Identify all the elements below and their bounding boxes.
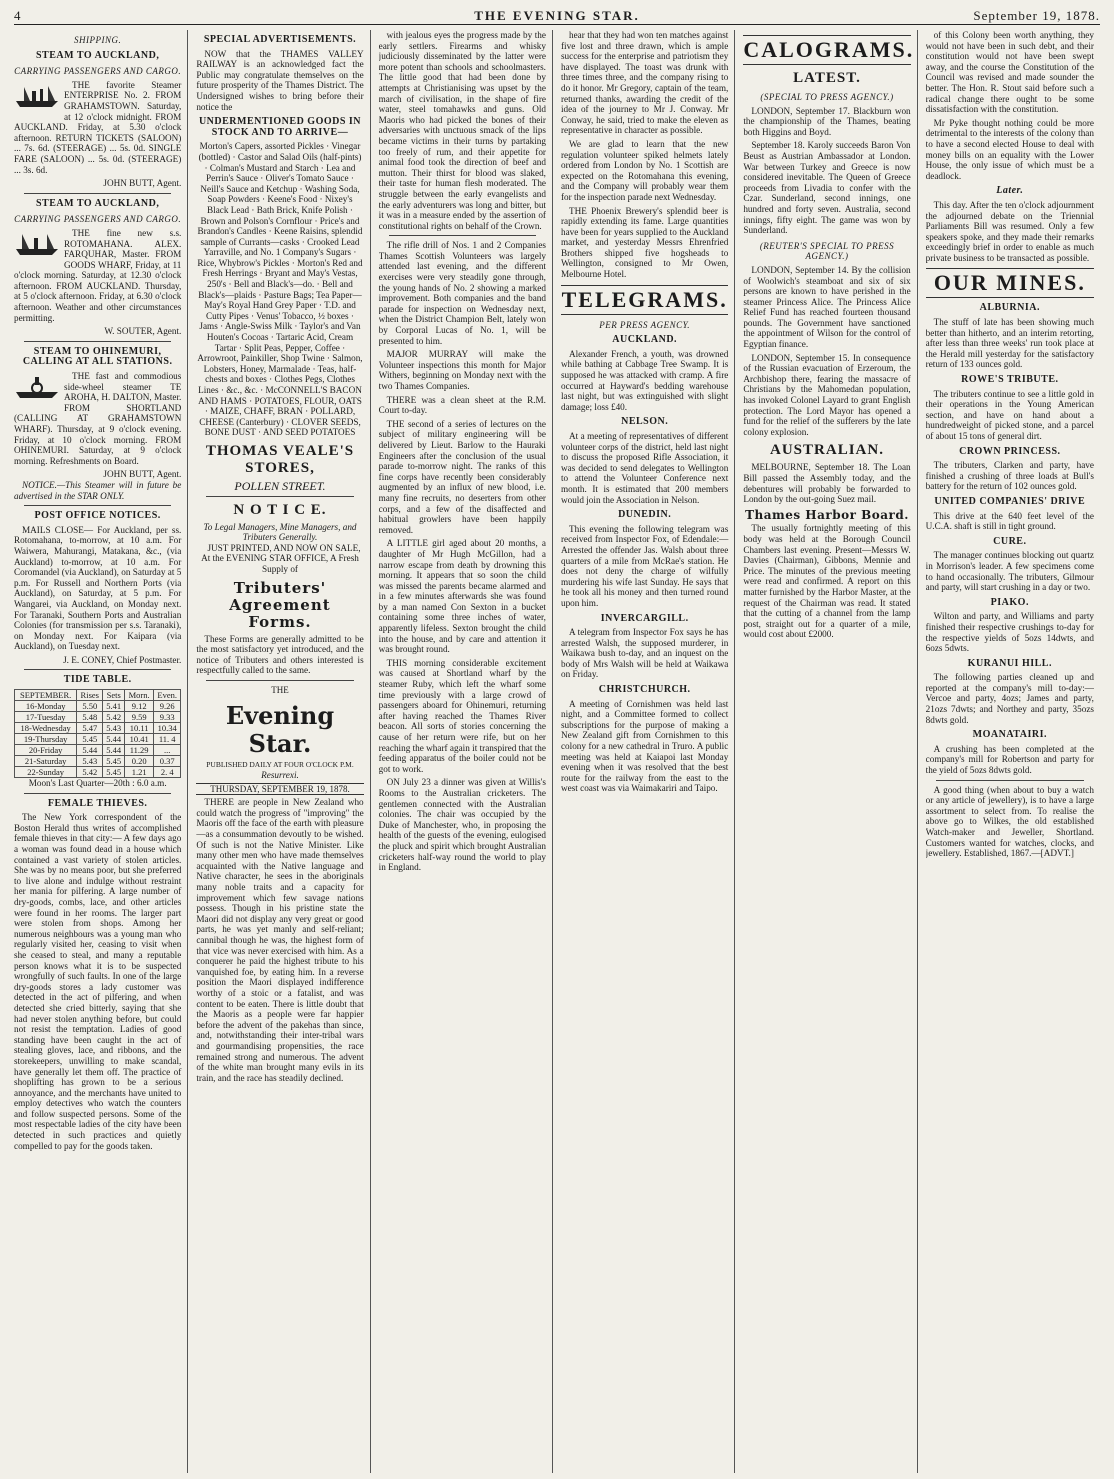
tide-table-header xyxy=(15,690,181,701)
post-office-body: MAILS CLOSE— For Auckland, per ss. Rotomahana, to-morrow, at 10 a.m. For Waiwera, Mahurangi, Matakana, &c., (via Auckland) to-morrow, at 10 a.m. For Coromandel (via Auckland), on Saturday at 5 p.m. For Russell and Northern Ports (via Auckland), on Saturday, at 5 p.m. For Wangarei, via Auckland, on Monday next. For Taranaki, Southern Ports and Australian Colonies (for transmission per s.s. Taranaki), on Monday next. For Kaipara (via Auckland), on Tuesday next. xyxy=(14,524,182,652)
moon-phase: Moon's Last Quarter—20th : 6.0 a.m. xyxy=(28,778,167,789)
veale-ad-items: Morton's Capers, assorted Pickles · Vinegar (bottled) · Castor and Salad Oils (half-pints) · Colman's Mustard and Starch · Lea and Perrin's Sauce · Oliver's Tomato Sauce · Neill's Sauce and Ketchup · Washing Soda, Soap Powders · Keene's Food · Nixey's Black Lead · Bath Brick, Knife Polish · Brown and Polson's Cornflour · Price's and Brandon's Candles · Keene Raisins, splendid sample of Currants—casks · Crooked Lead Yarraville, and No. 1 Company's Sugars · Rice, Whybrow's Pickles · Morton's Red and Fresh Herrings · Bryant and May's Vestas, 250's · Bell and Black's—do. · Bell and Black's—plaids · Pasture Bags; Tea Paper—May's Royal Hand Grey Paper · T.D. and Cutty Pipes · Venus' Tobacco, ½ boxes · Jams · Angle-Swiss Milk · Taylor's and Van Houten's Cocoas · Tartaric Acid, Cream Tartar · Split Peas, Pepper, Coffee · Arrowroot, Painkiller, Shop Twine · Salmon, Lobsters, Honey, Marmalade · Teas, half-chests and boxes · Clothes Pegs, Clothes Lines · &c., &c. · McCONNELL'S BACON AND HAMS · POTATOES, FLOUR, OATS · MAIZE, CHAFF, BRAN · POLLARD, CHEESE (Canterbury) · CLOVER SEEDS, BONE DUST · AND SEED POTATOES xyxy=(197,141,363,438)
later-body: This day. After the ten o'clock adjournment the adjourned debate on the Triennial Parliaments Bill was resumed. Only a few speakers spoke, and they made their remarks exceedingly brief in order to enable as much private business to be transacted as possible. xyxy=(925,199,1094,263)
star-publication-note: PUBLISHED DAILY AT FOUR O'CLOCK P.M. xyxy=(206,759,354,769)
nelson-body: At a meeting of representatives of different volunteer corps of the district, held last night to discuss the proposed Rifle Association, it was decided to send delegates to Wellington to attend the Volunteer Conference next month. It is estimated that 200 members would join the Association in Nelson. xyxy=(560,431,729,505)
tide-cell: 0.37 xyxy=(154,756,181,767)
telegrams-heading: TELEGRAMS. xyxy=(561,285,728,315)
star-motto: Resurrexi. xyxy=(261,770,299,781)
reuter-source: (REUTER'S SPECIAL TO PRESS AGENCY.) xyxy=(759,240,895,262)
calograms-heading: CALOGRAMS. xyxy=(743,35,910,65)
cure-heading: CURE. xyxy=(993,535,1027,547)
tide-cell: 5.48 xyxy=(77,712,103,723)
shipping-heading: SHIPPING. xyxy=(74,35,122,45)
tide-cell: 9.26 xyxy=(154,701,181,712)
masthead-date: September 19, 1878. xyxy=(973,8,1100,23)
article-rifle-drill: The rifle drill of Nos. 1 and 2 Companies Thames Scottish Volunteers was largely attended last evening, and the different exercises were very steadily gone through, the young hands of No. 2 showing a marked improvement. Both companies and the band parade for inspection on Wednesday next, when the District Champion Belt, lately won by Corporal Lucas of No. 1, will be presented to him. xyxy=(378,240,546,346)
column-3 xyxy=(379,30,553,1473)
notice-title: N O T I C E. xyxy=(233,501,327,518)
moanatairi-heading: MOANATAIRI. xyxy=(972,729,1047,741)
article-helmets: We are glad to learn that the new regulation volunteer spiked helmets lately ordered from London by No. 1 Scottish are expected on the Rotomahana this evening, and the Company will probably wear them for the inspection parade next Wednesday. xyxy=(560,138,729,202)
tide-row xyxy=(15,723,181,734)
column-2 xyxy=(196,30,370,1473)
post-office-signature: J. E. CONEY, Chief Postmaster. xyxy=(63,654,182,665)
tide-cell: 5.44 xyxy=(103,734,125,745)
tide-cell: 18-Wednesday xyxy=(15,723,77,734)
article-lecture: THE second of a series of lectures on the subject of military engineering will be delivered by Lieut. Barlow to the Hauraki Engineers after the conclusion of the usual parade to-morrow night. The ranks of this fine corps have recently been considerably augmented by an influx of new blood, i.e. many fine recruits, no deserters from other corps, and a few of the disaffected and habitual growlers have been happily removed. xyxy=(378,418,546,535)
tide-cell: 2. 4 xyxy=(154,767,181,778)
our-mines-heading: OUR MINES. xyxy=(926,268,1094,298)
post-office-title: POST OFFICE NOTICES. xyxy=(34,510,161,522)
harbor-board-body: The usually fortnightly meeting of this body was held at the Borough Council Chambers last evening. Present—Messrs W. Davies (Chairman), Gibbons, Mennie and Price. The minutes of the previous meeting were read and confirmed. A report on this matter furnished by the Harbor Master, at the request of the Chairman was read. It stated that the cutting of a channel from the lamp post, straight out for a quarter of a mile, would cost about £2000. xyxy=(743,523,911,640)
notice-body: JUST PRINTED, AND NOW ON SALE, At the EVENING STAR OFFICE, A Fresh Supply of xyxy=(201,542,361,574)
tide-cell: 9.12 xyxy=(125,701,154,712)
rowes-heading: ROWE'S TRIBUTE. xyxy=(961,374,1059,386)
tide-cell: 0.20 xyxy=(125,756,154,767)
star-the: THE xyxy=(271,684,289,695)
notice-subtitle: To Legal Managers, Mine Managers, and Tributers Generally. xyxy=(203,521,357,543)
alburnia-heading: ALBURNIA. xyxy=(979,302,1040,314)
star-date: THURSDAY, SEPTEMBER 19, 1878. xyxy=(196,783,363,796)
cable-princess-alice: LONDON, September 14. By the collision of Woolwich's steamboat and six of six persons are known to have perished in the steamer Princess Alice. The Princess Alice Relief Fund has reached fourteen thousand pounds. The Government have sanctioned the appointment of Wilson for the control of Egyptian finance. xyxy=(743,264,911,350)
tide-cell: 5.44 xyxy=(77,745,103,756)
article-phoenix-brewery: THE Phoenix Brewery's splendid beer is rapidly extending its fame. Large quantities have been for years supplied to the Auckland market, and yesterday Messrs Ehrenfried Brothers shipped five hogsheads to Wellington, consigned to Mr Owen, Melbourne Hotel. xyxy=(560,205,729,280)
steam1-title: STEAM TO AUCKLAND, xyxy=(35,49,160,61)
piako-body: Wilton and party, and Williams and party finished their respective crushings to-day for the respective yields of 5ozs 14dwts, and 6ozs 5dwts. xyxy=(925,611,1094,654)
australian-heading: AUSTRALIAN. xyxy=(770,442,884,459)
dunedin-heading: DUNEDIN. xyxy=(618,509,672,521)
tide-header-cell: SEPTEMBER. xyxy=(15,690,77,701)
united-companies-heading: UNITED COMPANIES' DRIVE xyxy=(934,495,1086,507)
tide-row xyxy=(15,756,181,767)
cable-karoly: September 18. Karoly succeeds Baron Von Beust as Austrian Ambassador at London. War between Turkey and Greece is now considered inevitable. The Queen of Greece proceeds from Livadia to confer with the Czar. Sunderland, second innings, one hundred and forty seven. Australia, second innings, fifty eight. The game was won by Sunderland. xyxy=(743,140,911,236)
column-1 xyxy=(14,30,188,1473)
steam2-body: THE fine new s.s. ROTOMAHANA. ALEX. FARQUHAR, Master. FROM GOODS WHARF, Friday, at 11 o'clock morning. Saturday, at 12.30 o'clock afternoon. FROM AUCKLAND. Thursday, at 5 o'clock afternoon. Friday, at 6.30 o'clock afternoon. Weather and other circumstances permitting. xyxy=(14,227,182,323)
tide-cell: 5.47 xyxy=(77,723,103,734)
invercargill-body: A telegram from Inspector Fox says he has arrested Walsh, the supposed murderer, in Waikawa bush to-day, and an inquest on the body of Mrs Walsh will be held at Waikawa on Friday. xyxy=(560,627,729,680)
column-4 xyxy=(561,30,735,1473)
female-thieves-title: FEMALE THIEVES. xyxy=(47,797,148,809)
article-steamer-ruby: THIS morning considerable excitement was caused at Shortland wharf by the steamer Ruby, which left the wharf some time previously with a large crowd of passengers aboard for Ohinemuri, returning after having reached the Thames River beacon. All sorts of stories concerning the cause of her return were rife, but on her reaching the wharf again it transpired that the feeding apparatus of the boiler could not be got to work. xyxy=(378,657,546,774)
article-little-girl: A LITTLE girl aged about 20 months, a daughter of Mr Hugh McGillon, had a narrow escape from death by drowning this morning. It appears that so soon the child was missed the parents became alarmed and in a few minutes afterwards she was found by a man named Con Sexton in a bucket containing some three inches of water, apparently lifeless. Sexton brought the child into the house, and by care and attention it was brought round. xyxy=(378,538,546,655)
steam1-subtitle: CARRYING PASSENGERS AND CARGO. xyxy=(14,66,182,77)
tide-cell: 10.41 xyxy=(125,734,154,745)
united-companies-body: This drive at the 640 feet level of the U.C.A. shaft is still in tight ground. xyxy=(925,510,1094,532)
alburnia-body: The stuff of late has been showing much better than hitherto, and an interim retorting, after less than three weeks' run took place at the Herald mill yesterday for the satisfactory return of 133 ounces gold. xyxy=(925,317,1094,370)
tide-cell: 20-Friday xyxy=(15,745,77,756)
nelson-heading: NELSON. xyxy=(621,416,669,428)
crown-princess-heading: CROWN PRINCESS. xyxy=(959,445,1061,457)
article-cricketers: ON July 23 a dinner was given at Willis's Rooms to the Australian cricketers. The gentlemen connected with the Australian colonies. The chair was occupied by the Duke of Manchester, who, in proposing the health of the guests of the evening, eulogised the pluck and spirit which brought Australian cricketers half-way round the world to play in England. xyxy=(378,777,546,873)
veale-stores-name: THOMAS VEALE'S STORES, xyxy=(205,442,355,476)
cure-body: The manager continues blocking out quartz in Morrison's leader. A few specimens come to hand occasionally. The tributers, Gilmour and party, will start crushing in a day or two. xyxy=(925,550,1094,593)
steamship-icon xyxy=(14,231,60,257)
column-5 xyxy=(743,30,917,1473)
article-maoris: with jealous eyes the progress made by the early settlers. Firearms and whisky judiciously disseminated by the latter were more potent than schools and schoolmasters. The little good that had been done by attempts at Christianising was upset by the march of civilisation, in the shape of fire water, steel tomahawks and guns. Old Maoris who had picked the bones of their adversaries with unctuous smack of the lips became victims in their turns by partaking too freely of rum, and their appetite for animal food took the direction of beef and mutton. Their thirst for blood was slaked, their taste for human flesh moderated. The struggle between the early evangelists and the early adventurers was long and bitter, but it was in a measure ended by the assertion of constitutional rights on behalf of the Crown. xyxy=(378,30,546,231)
piako-heading: PIAKO. xyxy=(990,596,1029,608)
steam2-signature: W. SOUTER, Agent. xyxy=(104,326,182,337)
masthead-page-number: 4 xyxy=(14,8,22,23)
kuranui-heading: KURANUI HILL. xyxy=(967,657,1052,669)
tributers-forms: Tributers' Agreement Forms. xyxy=(229,578,331,631)
tide-header-cell: Rises xyxy=(77,690,103,701)
veale-ad-intro: NOW that the THAMES VALLEY RAILWAY is an acknowledged fact the Public may congratulate themselves on the future prosperity of the Thames District. The Undersigned wishes to bring before their notice the xyxy=(196,48,364,112)
veale-ad-heading: UNDERMENTIONED GOODS IN STOCK AND TO ARRIVE— xyxy=(198,116,362,138)
steamship-icon xyxy=(14,83,60,109)
cable-blackburn: LONDON, September 17. Blackburn won the championship of the Thames, beating both Higgins and Boyd. xyxy=(743,105,911,137)
latest-source: (SPECIAL TO PRESS AGENCY.) xyxy=(760,92,894,102)
tide-table-body xyxy=(15,701,181,778)
tide-header-cell: Morn. xyxy=(125,690,154,701)
advertisement-wilkes: A good thing (when about to buy a watch or any article of jewellery), is to have a large assortment to select from. To realise the above go to Wilkes, the old established Watch-maker and Jeweller, Shortland. Customers wanted for watches, clocks, and jewellery. Established, 1867.—[ADVT.] xyxy=(925,784,1094,859)
tide-cell: 5.43 xyxy=(103,723,125,734)
tide-cell: 10.34 xyxy=(154,723,181,734)
tide-row xyxy=(15,745,181,756)
steam3-title: STEAM TO OHINEMURI, CALLING AT ALL STATIONS. xyxy=(22,345,173,368)
female-thieves-body: The New York correspondent of the Boston Herald thus writes of accomplished female thieves in that city:— A few days ago a woman was found dead in a house which contained a vast variety of stolen articles. She was by no means poor, but she preferred to live alone and indulge without restraint her mania for pilfering. A large number of dry-goods, combs, lace, and other articles were found in her rooms. The larger part were stolen from shops. Among her numerous neighbours was a young man who regularly visited her, ceasing to visit when she ceased to steal, and many a reputable person knows what it is to be suspected wrongfully of such faults. In one of the large dry-goods stores a lady customer was detected in the act of pilfering, and when detected she cried bitterly, saying that she had never stolen anything before, but could not resist the temptation. Ladies of good standing have been caught in the act of stealing gloves, lace, and ribbons, and the storekeepers, unwilling to make scandal, have generally let them off. The practice of shoplifting has grown to be a serious annoyance, and the merchants have united to employ detectives who watch the counters and follow suspected persons. Some of the most respectable ladies of the city have been detected in such practices and quietly compelled to pay for the goods taken. xyxy=(14,812,182,1151)
invercargill-heading: INVERCARGILL. xyxy=(600,612,689,624)
tide-cell: 5.45 xyxy=(77,734,103,745)
steam3-body: THE fast and commodious side-wheel steamer TE AROHA, H. DALTON, Master. FROM SHORTLAND (CALLING AT GRAHAMSTOWN WHARF). Thursday, at 9 o'clock evening. Friday, at 10 o'clock morning. FROM OHINEMURI. Saturday, at 9 o'clock morning. Refreshments on Board. xyxy=(14,371,182,466)
tide-cell: 5.41 xyxy=(103,701,125,712)
crown-princess-body: The tributers, Clarken and party, have finished a crushing of three loads at Bull's battery for the return of 102 ounces gold. xyxy=(925,460,1094,492)
tide-row xyxy=(15,734,181,745)
leader-article: THERE are people in New Zealand who could watch the progress of "improving" the Maoris off the face of the earth with pleasure—as a consummation devoutly to be wished. Of such is not the Native Minister. Like many other men who have made themselves acquainted with the Native language and Native character, he sees in the aboriginals many noble traits and a capacity for improvement which few savage nations possess. Though in his pristine state the Maori did not display any very great or good parts, he was yet manly and self-reliant; cannibal though he was, the highest form of that vice was never exercised with him. As a conquerer he paid the highest tribute to his vanquished foe, by eating him. In a reverse position the Maori displayed indifference worthy of a stoic or a fatalist, and was content to be eaten. There is little doubt that the Maoris as a people were far happier before the advent of the pakehas than since, and, notwithstanding their inter-tribal wars and gourmandising propensities, the race remained strong and numerous. The advent of the white man brought many evils in its train, and the race has steadily declined. xyxy=(196,797,364,1083)
tide-cell: 9.59 xyxy=(125,712,154,723)
tide-table xyxy=(14,689,181,778)
steamer-notice: NOTICE.—This Steamer will in future be advertised in the STAR ONLY. xyxy=(14,479,182,501)
steam1-signature: JOHN BUTT, Agent. xyxy=(103,178,182,189)
steam2-subtitle: CARRYING PASSENGERS AND CARGO. xyxy=(14,214,182,225)
veale-stores-street: POLLEN STREET. xyxy=(234,478,326,493)
tide-cell: ... xyxy=(154,745,181,756)
council-debate-1: of this Colony been worth anything, they would not have been in such debt, and their constitution would not have been swept away, and the course the Constitution of the Council was revised and made sounder the better. The Hon. R. Stout said before such a radical change there ought to be some dissatisfaction with the constitution. xyxy=(925,30,1094,115)
tide-cell: 5.45 xyxy=(103,756,125,767)
harbor-board-heading: Thames Harbor Board. xyxy=(745,507,909,522)
article-clean-sheet: THERE was a clean sheet at the R.M. Court to-day. xyxy=(378,394,546,416)
star-nameplate: Evening Star. xyxy=(225,700,335,758)
tide-cell: 17-Tuesday xyxy=(15,712,77,723)
steam2-title: STEAM TO AUCKLAND, xyxy=(35,197,160,209)
christchurch-body: A meeting of Cornishmen was held last night, and a Committee formed to collect subscriptions for the purpose of making a New Zealand gift from Cornishmen to this colony for a new cathedral in Truro. A public meeting was held at Kaiapoi last Monday evening when it was resolved that the best route for the railway from the east to the west coast was via Waimakariri and Taipo. xyxy=(560,698,729,794)
masthead xyxy=(14,4,1100,25)
tide-cell: 5.42 xyxy=(77,767,103,778)
tide-cell: 22-Sunday xyxy=(15,767,77,778)
tide-cell: 16-Monday xyxy=(15,701,77,712)
tide-cell: 10.11 xyxy=(125,723,154,734)
tide-row xyxy=(15,712,181,723)
tide-cell: 11. 4 xyxy=(154,734,181,745)
steamship-icon xyxy=(14,374,60,400)
steam3-signature: JOHN BUTT, Agent. xyxy=(103,469,182,480)
latest-heading: LATEST. xyxy=(793,70,861,86)
notice-tail: These Forms are generally admitted to be the most satisfactory yet introduced, and the notice of Tributers and others interested is respectfully called to the same. xyxy=(196,633,364,676)
special-ads-title: SPECIAL ADVERTISEMENTS. xyxy=(203,34,357,45)
rowes-body: The tributers continue to see a little gold in their operations in the Young American section, and have on hand about a hundredweight of picked stone, and a parcel of about 15 tons of general dirt. xyxy=(925,388,1094,441)
christchurch-heading: CHRISTCHURCH. xyxy=(598,684,691,696)
auckland-body: Alexander French, a youth, was drowned while bathing at Cabbage Tree Swamp. It is supposed he was attacked with cramp. A fire occurred at Hayward's bedding warehouse last night, but was extinguished with slight damage; loss £40. xyxy=(560,348,729,412)
tide-cell: 1.21 xyxy=(125,767,154,778)
moanatairi-body: A crushing has been completed at the company's mill for Robertson and party for the yield of 5ozs 8dwts gold. xyxy=(925,743,1094,776)
column-6 xyxy=(926,30,1100,1473)
australian-body: MELBOURNE, September 18. The Loan Bill passed the Assembly today, and the debentures will probably be forwarded to London by the out-going Suez mail. xyxy=(743,462,911,505)
cable-erzeroum: LONDON, September 15. In consequence of the Russian evacuation of Erzeroum, the Archbishop there, fearing the massacre of Christians by the Mahomedan population, has invoked Colonel Layard to grant English protection. The Lord Mayor has opened a fund for the relief of the sufferers by the late colony explosion. xyxy=(743,352,911,437)
telegrams-source: PER PRESS AGENCY. xyxy=(599,319,691,330)
columns xyxy=(14,30,1100,1473)
tide-cell: 21-Saturday xyxy=(15,756,77,767)
tide-header-cell: Sets xyxy=(103,690,125,701)
tide-cell: 5.50 xyxy=(77,701,103,712)
tide-row xyxy=(15,767,181,778)
tide-table-title: TIDE TABLE. xyxy=(63,674,132,686)
tide-cell: 5.42 xyxy=(103,712,125,723)
tide-cell: 5.44 xyxy=(103,745,125,756)
tide-cell: 19-Thursday xyxy=(15,734,77,745)
article-cricket-cont: hear that they had won ten matches against five lost and three drawn, which is ample success for the enterprise and patriotism they have displayed. The toast was drunk with three times three, and the company rising to do it honor. Mr Gregory, captain of the team, returned thanks, awarding the credit of the idea of the journey to Mr J. Conway. Mr Conway, he said, tried to make the eleven as representative in character as possible. xyxy=(560,30,729,136)
council-debate-2: Mr Pyke thought nothing could be more detrimental to the interests of the colony than to have a second elected House to deal with money bills on an equality with the Lower House, the only issue of which must be a deadlock. xyxy=(925,117,1094,181)
auckland-heading: AUCKLAND. xyxy=(612,334,678,346)
tide-cell: 5.43 xyxy=(77,756,103,767)
tide-row xyxy=(15,701,181,712)
tide-cell: 11.29 xyxy=(125,745,154,756)
later-heading: Later. xyxy=(996,185,1024,197)
article-major-murray: MAJOR MURRAY will make the Volunteer inspections this month for Major Withers, beginning on Monday next with the two Thames Companies. xyxy=(378,349,546,391)
tide-cell: 9.33 xyxy=(154,712,181,723)
tide-cell: 5.45 xyxy=(103,767,125,778)
steam1-body: THE favorite Steamer ENTERPRISE No. 2. FROM GRAHAMSTOWN. Saturday, at 12 o'clock midnight. FROM AUCKLAND. Friday, at 5.30 o'clock afternoon. RETURN TICKETS (SALOON) ... 7s. 6d. (STEERAGE) ... 5s. 0d. SINGLE FARE (SALOON) ... 5s. 0d. (STEERAGE) ... 3s. 6d. xyxy=(14,79,182,175)
masthead-title: THE EVENING STAR. xyxy=(474,8,640,23)
kuranui-body: The following parties cleaned up and reported at the company's mill to-day:— Vercoe and party, 4ozs; James and party, 21ozs 7dwts; and Northey and party, 35ozs 8dwts gold. xyxy=(925,672,1094,725)
tide-header-cell: Even. xyxy=(154,690,181,701)
dunedin-body: This evening the following telegram was received from Inspector Fox, of Edendale:—Arrested the offender Jas. Walsh about three quarters of a mile from McRae's station. He does not deny the charge of wilfully murdering his wife last Sunday. He says that he took all his money and then turned round upon him. xyxy=(560,523,729,608)
